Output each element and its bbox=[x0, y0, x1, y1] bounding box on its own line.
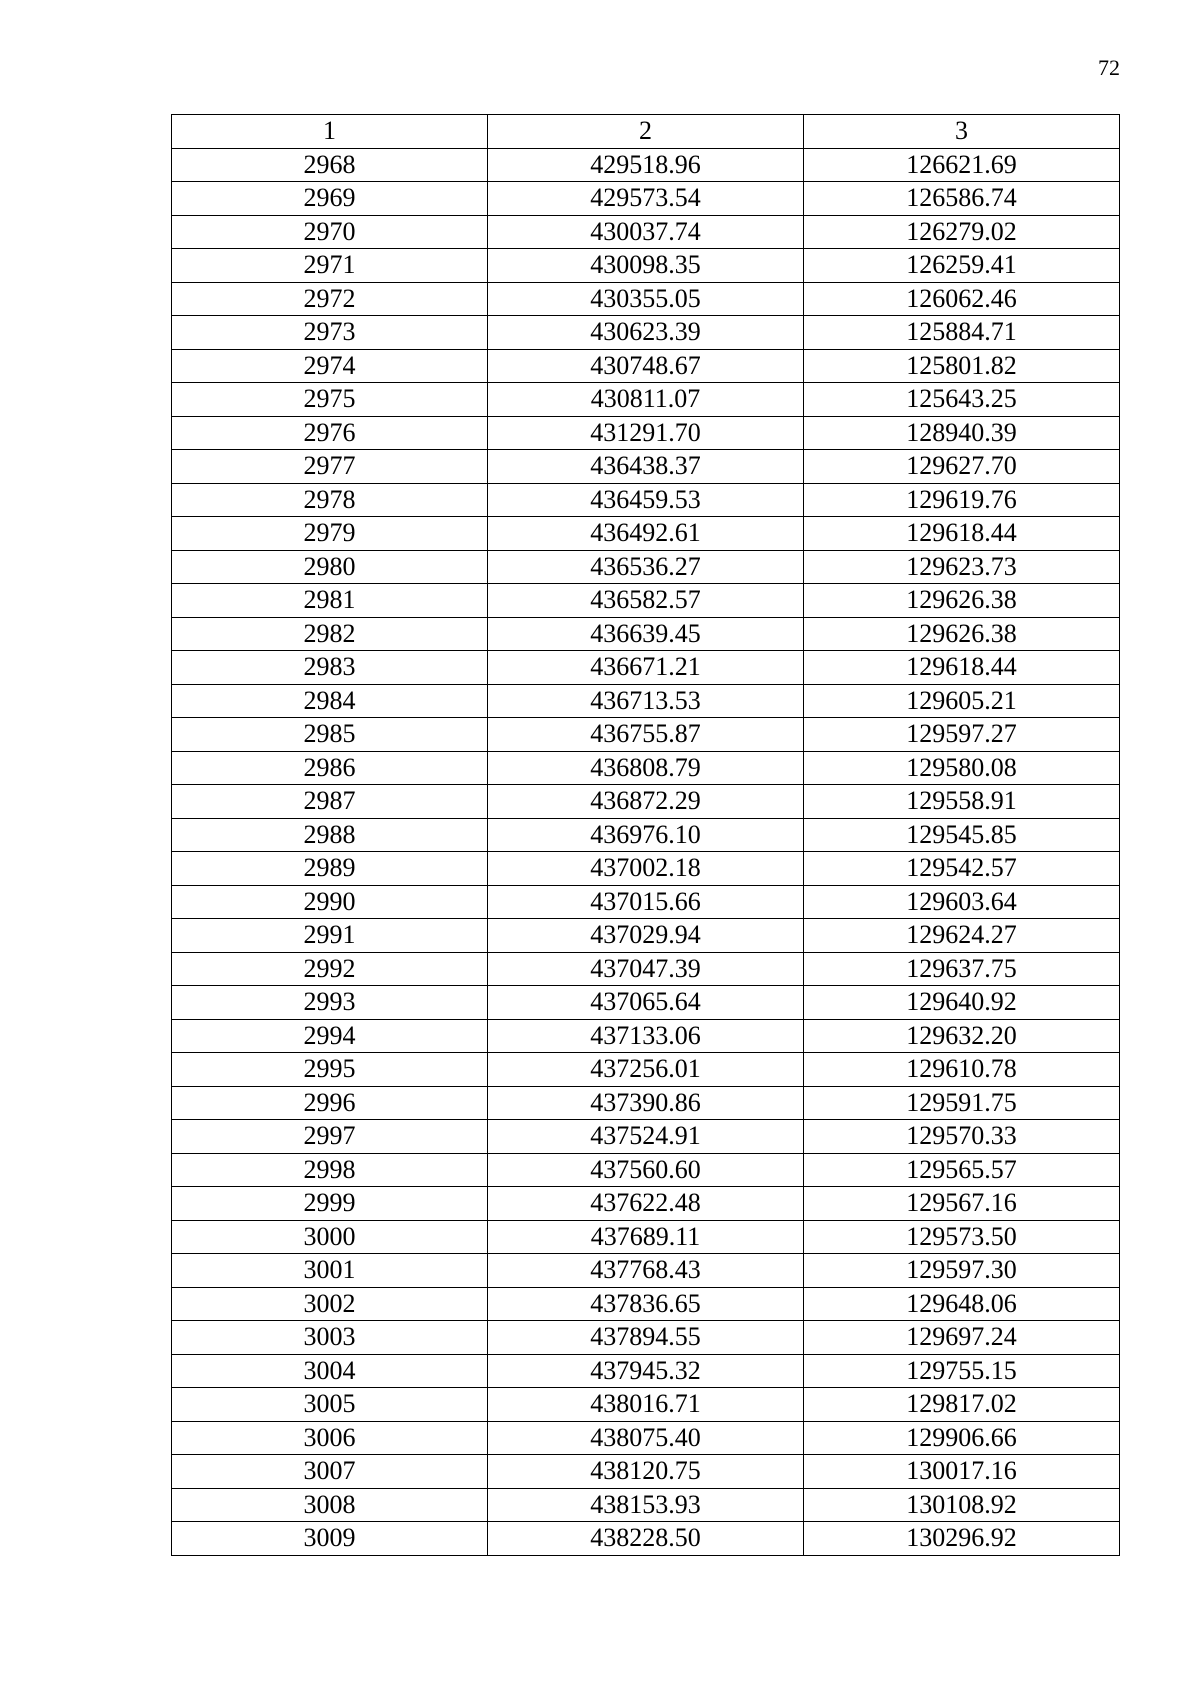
table-row bbox=[172, 1120, 1120, 1154]
table-cell-col-3: 129618.44 bbox=[804, 517, 1120, 551]
table-cell-col-3: 129637.75 bbox=[804, 952, 1120, 986]
table-row bbox=[172, 148, 1120, 182]
table-row bbox=[172, 1086, 1120, 1120]
table-row bbox=[172, 450, 1120, 484]
table-cell-col-1: 2997 bbox=[172, 1120, 488, 1154]
table-cell-col-3: 129755.15 bbox=[804, 1354, 1120, 1388]
table-row bbox=[172, 785, 1120, 819]
table-cell-col-1: 2991 bbox=[172, 919, 488, 953]
column-header-3: 3 bbox=[804, 115, 1120, 149]
table-cell-col-2: 437768.43 bbox=[488, 1254, 804, 1288]
table-header bbox=[172, 115, 1120, 149]
table-cell-col-1: 2989 bbox=[172, 852, 488, 886]
table-cell-col-1: 2972 bbox=[172, 282, 488, 316]
table-cell-col-3: 125884.71 bbox=[804, 316, 1120, 350]
table-cell-col-1: 2978 bbox=[172, 483, 488, 517]
table-row bbox=[172, 416, 1120, 450]
table-cell-col-3: 128940.39 bbox=[804, 416, 1120, 450]
table-cell-col-2: 437560.60 bbox=[488, 1153, 804, 1187]
table-cell-col-2: 438120.75 bbox=[488, 1455, 804, 1489]
table-cell-col-2: 437945.32 bbox=[488, 1354, 804, 1388]
table-cell-col-3: 129567.16 bbox=[804, 1187, 1120, 1221]
table-cell-col-3: 129610.78 bbox=[804, 1053, 1120, 1087]
table-row bbox=[172, 349, 1120, 383]
table-cell-col-3: 129580.08 bbox=[804, 751, 1120, 785]
table-cell-col-2: 437047.39 bbox=[488, 952, 804, 986]
table-cell-col-1: 3000 bbox=[172, 1220, 488, 1254]
table-cell-col-1: 2971 bbox=[172, 249, 488, 283]
table-cell-col-3: 129545.85 bbox=[804, 818, 1120, 852]
table-row bbox=[172, 1421, 1120, 1455]
table-cell-col-3: 129648.06 bbox=[804, 1287, 1120, 1321]
table-cell-col-1: 2974 bbox=[172, 349, 488, 383]
table-row bbox=[172, 1019, 1120, 1053]
table-cell-col-1: 3007 bbox=[172, 1455, 488, 1489]
table-cell-col-1: 2980 bbox=[172, 550, 488, 584]
table-cell-col-2: 430748.67 bbox=[488, 349, 804, 383]
table-cell-col-3: 129542.57 bbox=[804, 852, 1120, 886]
table-row bbox=[172, 383, 1120, 417]
table-cell-col-3: 129817.02 bbox=[804, 1388, 1120, 1422]
table-cell-col-3: 129597.27 bbox=[804, 718, 1120, 752]
table-cell-col-1: 2984 bbox=[172, 684, 488, 718]
column-header-2: 2 bbox=[488, 115, 804, 149]
table-row bbox=[172, 550, 1120, 584]
table-cell-col-3: 129627.70 bbox=[804, 450, 1120, 484]
table-cell-col-1: 2999 bbox=[172, 1187, 488, 1221]
table-row bbox=[172, 483, 1120, 517]
table-cell-col-2: 436492.61 bbox=[488, 517, 804, 551]
page-number: 72 bbox=[1098, 55, 1120, 80]
table-cell-col-1: 2975 bbox=[172, 383, 488, 417]
table-cell-col-1: 2979 bbox=[172, 517, 488, 551]
table-cell-col-1: 3003 bbox=[172, 1321, 488, 1355]
coordinates-table bbox=[171, 114, 1120, 1556]
table-cell-col-1: 3002 bbox=[172, 1287, 488, 1321]
table-cell-col-3: 129573.50 bbox=[804, 1220, 1120, 1254]
table-cell-col-2: 436459.53 bbox=[488, 483, 804, 517]
table-row bbox=[172, 1153, 1120, 1187]
table-cell-col-1: 2985 bbox=[172, 718, 488, 752]
table-row bbox=[172, 751, 1120, 785]
table-row bbox=[172, 986, 1120, 1020]
table-cell-col-3: 129619.76 bbox=[804, 483, 1120, 517]
table-cell-col-2: 430623.39 bbox=[488, 316, 804, 350]
table-cell-col-2: 438016.71 bbox=[488, 1388, 804, 1422]
table-cell-col-1: 2981 bbox=[172, 584, 488, 618]
table-cell-col-2: 437894.55 bbox=[488, 1321, 804, 1355]
table-cell-col-3: 129640.92 bbox=[804, 986, 1120, 1020]
table-row bbox=[172, 584, 1120, 618]
table-cell-col-3: 129618.44 bbox=[804, 651, 1120, 685]
table-row bbox=[172, 1488, 1120, 1522]
table-cell-col-2: 437524.91 bbox=[488, 1120, 804, 1154]
table-cell-col-2: 436808.79 bbox=[488, 751, 804, 785]
table-cell-col-2: 438153.93 bbox=[488, 1488, 804, 1522]
table-cell-col-3: 126586.74 bbox=[804, 182, 1120, 216]
table-cell-col-3: 129626.38 bbox=[804, 584, 1120, 618]
table-cell-col-3: 130108.92 bbox=[804, 1488, 1120, 1522]
table-cell-col-3: 126062.46 bbox=[804, 282, 1120, 316]
table-cell-col-2: 437689.11 bbox=[488, 1220, 804, 1254]
table-cell-col-3: 129558.91 bbox=[804, 785, 1120, 819]
table-row bbox=[172, 1053, 1120, 1087]
table-cell-col-1: 2993 bbox=[172, 986, 488, 1020]
table-cell-col-3: 125801.82 bbox=[804, 349, 1120, 383]
table-cell-col-1: 2969 bbox=[172, 182, 488, 216]
table-cell-col-1: 3008 bbox=[172, 1488, 488, 1522]
table-cell-col-2: 437002.18 bbox=[488, 852, 804, 886]
table-row bbox=[172, 919, 1120, 953]
table-cell-col-3: 125643.25 bbox=[804, 383, 1120, 417]
table-cell-col-2: 430037.74 bbox=[488, 215, 804, 249]
table-row bbox=[172, 1187, 1120, 1221]
table-cell-col-3: 126259.41 bbox=[804, 249, 1120, 283]
table-cell-col-1: 2970 bbox=[172, 215, 488, 249]
header-row bbox=[172, 115, 1120, 149]
table-cell-col-1: 2990 bbox=[172, 885, 488, 919]
table-cell-col-1: 2994 bbox=[172, 1019, 488, 1053]
table-cell-col-3: 129570.33 bbox=[804, 1120, 1120, 1154]
table-row bbox=[172, 952, 1120, 986]
table-cell-col-1: 2968 bbox=[172, 148, 488, 182]
table-cell-col-2: 436671.21 bbox=[488, 651, 804, 685]
table-cell-col-3: 129906.66 bbox=[804, 1421, 1120, 1455]
table-cell-col-1: 2996 bbox=[172, 1086, 488, 1120]
table-cell-col-1: 3006 bbox=[172, 1421, 488, 1455]
table-cell-col-2: 438075.40 bbox=[488, 1421, 804, 1455]
table-cell-col-2: 430355.05 bbox=[488, 282, 804, 316]
table-cell-col-1: 3004 bbox=[172, 1354, 488, 1388]
table-cell-col-2: 436755.87 bbox=[488, 718, 804, 752]
table-cell-col-2: 437029.94 bbox=[488, 919, 804, 953]
table-cell-col-3: 129597.30 bbox=[804, 1254, 1120, 1288]
table-cell-col-2: 437133.06 bbox=[488, 1019, 804, 1053]
table-cell-col-2: 437015.66 bbox=[488, 885, 804, 919]
table-cell-col-2: 429573.54 bbox=[488, 182, 804, 216]
table-row bbox=[172, 617, 1120, 651]
table-row bbox=[172, 718, 1120, 752]
table-cell-col-2: 437622.48 bbox=[488, 1187, 804, 1221]
table-cell-col-3: 129603.64 bbox=[804, 885, 1120, 919]
table-cell-col-2: 429518.96 bbox=[488, 148, 804, 182]
table-row bbox=[172, 182, 1120, 216]
table-cell-col-2: 437065.64 bbox=[488, 986, 804, 1020]
table-cell-col-2: 437390.86 bbox=[488, 1086, 804, 1120]
table-cell-col-3: 129623.73 bbox=[804, 550, 1120, 584]
table-cell-col-2: 430098.35 bbox=[488, 249, 804, 283]
table-cell-col-2: 431291.70 bbox=[488, 416, 804, 450]
table-cell-col-2: 436536.27 bbox=[488, 550, 804, 584]
table-cell-col-2: 436639.45 bbox=[488, 617, 804, 651]
table-row bbox=[172, 1220, 1120, 1254]
table-cell-col-2: 436582.57 bbox=[488, 584, 804, 618]
table-cell-col-1: 3001 bbox=[172, 1254, 488, 1288]
table-cell-col-1: 2982 bbox=[172, 617, 488, 651]
table-row bbox=[172, 1254, 1120, 1288]
table-cell-col-3: 129591.75 bbox=[804, 1086, 1120, 1120]
table-cell-col-3: 130017.16 bbox=[804, 1455, 1120, 1489]
table-row bbox=[172, 282, 1120, 316]
table-cell-col-1: 2988 bbox=[172, 818, 488, 852]
table-row bbox=[172, 684, 1120, 718]
table-row bbox=[172, 1522, 1120, 1556]
table-body bbox=[172, 148, 1120, 1555]
column-header-1: 1 bbox=[172, 115, 488, 149]
table-cell-col-2: 436713.53 bbox=[488, 684, 804, 718]
table-cell-col-2: 436872.29 bbox=[488, 785, 804, 819]
table-row bbox=[172, 885, 1120, 919]
table-cell-col-2: 437836.65 bbox=[488, 1287, 804, 1321]
table-cell-col-3: 126621.69 bbox=[804, 148, 1120, 182]
table-row bbox=[172, 316, 1120, 350]
table-cell-col-3: 129626.38 bbox=[804, 617, 1120, 651]
table-cell-col-1: 2998 bbox=[172, 1153, 488, 1187]
table-cell-col-2: 436976.10 bbox=[488, 818, 804, 852]
table-cell-col-3: 129624.27 bbox=[804, 919, 1120, 953]
table-cell-col-2: 430811.07 bbox=[488, 383, 804, 417]
table-row bbox=[172, 852, 1120, 886]
table-row bbox=[172, 517, 1120, 551]
table-row bbox=[172, 1455, 1120, 1489]
table-row bbox=[172, 818, 1120, 852]
table-cell-col-1: 2973 bbox=[172, 316, 488, 350]
table-cell-col-1: 3009 bbox=[172, 1522, 488, 1556]
table-cell-col-1: 2977 bbox=[172, 450, 488, 484]
table-cell-col-1: 2995 bbox=[172, 1053, 488, 1087]
table-cell-col-2: 436438.37 bbox=[488, 450, 804, 484]
table-cell-col-1: 2983 bbox=[172, 651, 488, 685]
table-cell-col-3: 129605.21 bbox=[804, 684, 1120, 718]
table-row bbox=[172, 1354, 1120, 1388]
table-row bbox=[172, 215, 1120, 249]
table-cell-col-3: 129697.24 bbox=[804, 1321, 1120, 1355]
table-row bbox=[172, 651, 1120, 685]
table-cell-col-1: 3005 bbox=[172, 1388, 488, 1422]
table-cell-col-1: 2987 bbox=[172, 785, 488, 819]
table-cell-col-3: 129565.57 bbox=[804, 1153, 1120, 1187]
table-cell-col-3: 126279.02 bbox=[804, 215, 1120, 249]
table-row bbox=[172, 1321, 1120, 1355]
table-row bbox=[172, 1388, 1120, 1422]
table-cell-col-3: 130296.92 bbox=[804, 1522, 1120, 1556]
table-cell-col-3: 129632.20 bbox=[804, 1019, 1120, 1053]
table-cell-col-1: 2976 bbox=[172, 416, 488, 450]
table-cell-col-1: 2986 bbox=[172, 751, 488, 785]
table-cell-col-1: 2992 bbox=[172, 952, 488, 986]
table-row bbox=[172, 1287, 1120, 1321]
table-cell-col-2: 437256.01 bbox=[488, 1053, 804, 1087]
table-cell-col-2: 438228.50 bbox=[488, 1522, 804, 1556]
table-row bbox=[172, 249, 1120, 283]
